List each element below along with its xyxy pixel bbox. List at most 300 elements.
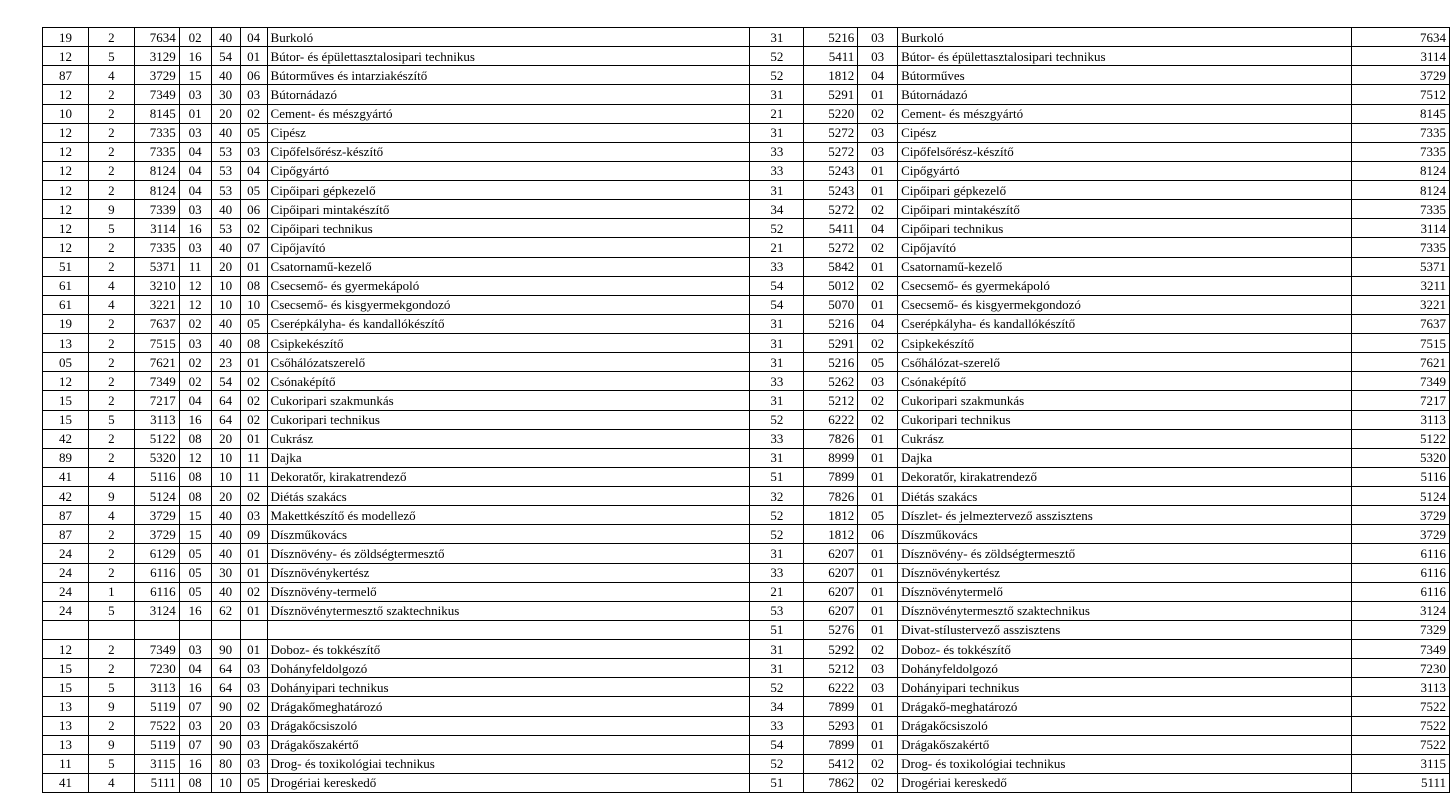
new-occupation-name-cell: Csecsemő- és gyermekápoló [898,276,1352,295]
new-sub-cell: 01 [858,601,898,620]
new-occupation-name-cell: Díszlet- és jelmeztervező asszisztens [898,506,1352,525]
new-occupation-name-cell: Diétás szakács [898,487,1352,506]
old-level-cell: 9 [88,200,134,219]
old-level-cell: 2 [88,314,134,333]
new-feor-code-cell: 3211 [1352,276,1450,295]
old-code-c-cell: 02 [240,410,267,429]
old-occupation-name-cell: Drágakőcsiszoló [267,716,750,735]
new-feor-code-cell: 7634 [1352,28,1450,47]
old-level-cell: 2 [88,640,134,659]
old-code-a-cell: 02 [179,372,211,391]
new-feor-code-cell: 3729 [1352,506,1450,525]
new-sub-cell: 04 [858,314,898,333]
old-group-cell: 12 [43,142,89,161]
table-row [43,582,1450,601]
table-row [43,391,1450,410]
old-code-b-cell: 80 [211,754,240,773]
new-sub-cell: 02 [858,334,898,353]
old-code-c-cell: 04 [240,28,267,47]
new-level-cell: 31 [750,123,804,142]
new-code-cell: 5243 [804,161,858,180]
old-code-c-cell: 11 [240,448,267,467]
new-level-cell: 21 [750,104,804,123]
feor-code-cell: 7515 [134,334,179,353]
old-code-b-cell: 53 [211,161,240,180]
old-code-c-cell: 02 [240,487,267,506]
table-row [43,487,1450,506]
new-feor-code-cell: 7335 [1352,200,1450,219]
new-feor-code-cell: 7515 [1352,334,1450,353]
new-code-cell: 5262 [804,372,858,391]
new-feor-code-cell: 3113 [1352,678,1450,697]
new-level-cell: 31 [750,544,804,563]
table-row [43,525,1450,544]
old-code-b-cell: 64 [211,659,240,678]
old-code-b-cell: 30 [211,85,240,104]
new-feor-code-cell: 7512 [1352,85,1450,104]
old-group-cell: 42 [43,487,89,506]
old-occupation-name-cell: Cipőgyártó [267,161,750,180]
new-occupation-name-cell: Dísznövénytermesztő szaktechnikus [898,601,1352,620]
old-code-b-cell: 23 [211,353,240,372]
feor-code-cell: 3729 [134,506,179,525]
occupation-code-table [42,27,1450,793]
old-code-c-cell: 01 [240,544,267,563]
old-code-c-cell: 03 [240,85,267,104]
new-level-cell: 54 [750,735,804,754]
new-occupation-name-cell: Bútor- és épülettasztalosipari technikus [898,47,1352,66]
old-code-b-cell: 54 [211,47,240,66]
old-occupation-name-cell: Drágakőszakértő [267,735,750,754]
new-occupation-name-cell: Doboz- és tokkészítő [898,640,1352,659]
new-level-cell: 31 [750,353,804,372]
old-code-a-cell: 11 [179,257,211,276]
old-group-cell: 61 [43,276,89,295]
new-sub-cell: 05 [858,506,898,525]
old-code-b-cell: 10 [211,773,240,792]
new-level-cell: 51 [750,773,804,792]
new-feor-code-cell: 8124 [1352,181,1450,200]
new-feor-code-cell: 6116 [1352,563,1450,582]
old-code-c-cell: 03 [240,142,267,161]
old-occupation-name-cell: Dísznövény- és zöldségtermesztő [267,544,750,563]
old-group-cell: 13 [43,334,89,353]
feor-code-cell: 3113 [134,678,179,697]
new-level-cell: 31 [750,28,804,47]
new-feor-code-cell: 7522 [1352,716,1450,735]
feor-code-cell: 7637 [134,314,179,333]
old-code-c-cell: 09 [240,525,267,544]
old-occupation-name-cell: Csőhálózatszerelő [267,353,750,372]
new-occupation-name-cell: Drog- és toxikológiai technikus [898,754,1352,773]
new-occupation-name-cell: Cipész [898,123,1352,142]
old-code-c-cell: 01 [240,640,267,659]
new-level-cell: 32 [750,487,804,506]
old-group-cell: 05 [43,353,89,372]
old-code-c-cell: 05 [240,314,267,333]
new-level-cell: 31 [750,85,804,104]
new-code-cell: 5293 [804,716,858,735]
old-level-cell: 2 [88,659,134,678]
new-sub-cell: 01 [858,448,898,467]
old-group-cell: 12 [43,123,89,142]
old-code-b-cell [211,620,240,639]
feor-code-cell: 7621 [134,353,179,372]
feor-code-cell: 7335 [134,142,179,161]
new-sub-cell: 01 [858,716,898,735]
old-group-cell: 51 [43,257,89,276]
new-feor-code-cell: 7621 [1352,353,1450,372]
old-level-cell: 2 [88,448,134,467]
old-level-cell: 2 [88,123,134,142]
old-occupation-name-cell: Dísznövény-termelő [267,582,750,601]
new-code-cell: 5411 [804,47,858,66]
old-code-a-cell: 16 [179,47,211,66]
new-code-cell: 5272 [804,238,858,257]
old-occupation-name-cell: Csecsemő- és gyermekápoló [267,276,750,295]
new-code-cell: 5272 [804,142,858,161]
old-group-cell: 11 [43,754,89,773]
new-code-cell: 5412 [804,754,858,773]
new-occupation-name-cell: Cipőipari gépkezelő [898,181,1352,200]
old-level-cell: 2 [88,142,134,161]
old-group-cell: 24 [43,563,89,582]
old-code-c-cell: 08 [240,276,267,295]
table-row [43,640,1450,659]
old-code-b-cell: 40 [211,66,240,85]
old-code-c-cell: 01 [240,429,267,448]
old-code-a-cell: 05 [179,544,211,563]
old-code-c-cell: 02 [240,391,267,410]
old-code-a-cell: 02 [179,314,211,333]
table-row [43,28,1450,47]
old-code-b-cell: 20 [211,429,240,448]
old-code-a-cell: 04 [179,181,211,200]
new-level-cell: 33 [750,161,804,180]
old-code-a-cell: 05 [179,582,211,601]
new-feor-code-cell: 5111 [1352,773,1450,792]
new-sub-cell: 01 [858,257,898,276]
new-level-cell: 54 [750,295,804,314]
new-code-cell: 5212 [804,659,858,678]
old-occupation-name-cell: Csatornamű-kezelő [267,257,750,276]
old-level-cell: 2 [88,525,134,544]
new-feor-code-cell: 5320 [1352,448,1450,467]
new-feor-code-cell: 8145 [1352,104,1450,123]
new-level-cell: 52 [750,66,804,85]
old-code-c-cell: 03 [240,506,267,525]
new-level-cell: 54 [750,276,804,295]
new-occupation-name-cell: Cipőfelsőrész-készítő [898,142,1352,161]
new-occupation-name-cell: Díszműkovács [898,525,1352,544]
new-feor-code-cell: 5122 [1352,429,1450,448]
new-code-cell: 5070 [804,295,858,314]
old-code-b-cell: 40 [211,544,240,563]
old-code-b-cell: 64 [211,410,240,429]
new-code-cell: 6207 [804,582,858,601]
new-level-cell: 31 [750,448,804,467]
new-level-cell: 34 [750,697,804,716]
new-feor-code-cell: 6116 [1352,582,1450,601]
old-code-c-cell: 02 [240,582,267,601]
table-row [43,448,1450,467]
new-code-cell: 5216 [804,28,858,47]
new-occupation-name-cell: Divat-stílustervező asszisztens [898,620,1352,639]
table-row [43,429,1450,448]
table-row [43,506,1450,525]
new-level-cell: 33 [750,142,804,161]
old-group-cell: 12 [43,161,89,180]
old-level-cell: 1 [88,582,134,601]
new-sub-cell: 02 [858,410,898,429]
old-code-a-cell: 07 [179,697,211,716]
feor-code-cell: 3729 [134,66,179,85]
old-code-b-cell: 40 [211,28,240,47]
old-group-cell: 12 [43,85,89,104]
new-level-cell: 53 [750,601,804,620]
old-occupation-name-cell: Csónaképítő [267,372,750,391]
old-occupation-name-cell: Cement- és mészgyártó [267,104,750,123]
old-group-cell: 15 [43,659,89,678]
new-occupation-name-cell: Dajka [898,448,1352,467]
old-level-cell: 9 [88,697,134,716]
feor-code-cell: 7522 [134,716,179,735]
old-code-a-cell: 03 [179,85,211,104]
table-row [43,47,1450,66]
table-row [43,410,1450,429]
old-code-b-cell: 64 [211,678,240,697]
old-code-c-cell: 01 [240,601,267,620]
old-level-cell: 2 [88,716,134,735]
old-group-cell: 10 [43,104,89,123]
old-code-a-cell: 02 [179,353,211,372]
new-level-cell: 31 [750,334,804,353]
feor-code-cell: 7217 [134,391,179,410]
old-code-a-cell: 05 [179,563,211,582]
old-code-b-cell: 40 [211,200,240,219]
new-sub-cell: 01 [858,563,898,582]
old-code-c-cell: 03 [240,659,267,678]
new-sub-cell: 04 [858,66,898,85]
old-code-a-cell: 12 [179,276,211,295]
old-level-cell: 5 [88,410,134,429]
new-occupation-name-cell: Csecsemő- és kisgyermekgondozó [898,295,1352,314]
new-feor-code-cell: 5371 [1352,257,1450,276]
new-occupation-name-cell: Bútornádazó [898,85,1352,104]
new-code-cell: 5291 [804,334,858,353]
old-occupation-name-cell: Dajka [267,448,750,467]
new-level-cell: 31 [750,391,804,410]
old-code-c-cell: 01 [240,257,267,276]
table-row [43,219,1450,238]
new-feor-code-cell: 7637 [1352,314,1450,333]
new-level-cell: 34 [750,200,804,219]
old-group-cell: 42 [43,429,89,448]
old-code-b-cell: 53 [211,181,240,200]
feor-code-cell: 6129 [134,544,179,563]
new-occupation-name-cell: Dísznövénytermelő [898,582,1352,601]
old-code-c-cell: 02 [240,697,267,716]
new-feor-code-cell: 3729 [1352,66,1450,85]
new-occupation-name-cell: Csatornamű-kezelő [898,257,1352,276]
new-feor-code-cell: 7349 [1352,372,1450,391]
old-occupation-name-cell: Makettkészítő és modellező [267,506,750,525]
old-occupation-name-cell: Bútorműves és intarziakészítő [267,66,750,85]
old-code-a-cell: 08 [179,429,211,448]
new-occupation-name-cell: Drágakőszakértő [898,735,1352,754]
new-level-cell: 52 [750,410,804,429]
new-code-cell: 1812 [804,525,858,544]
new-sub-cell: 04 [858,219,898,238]
new-level-cell: 21 [750,238,804,257]
old-group-cell: 15 [43,678,89,697]
old-occupation-name-cell: Diétás szakács [267,487,750,506]
new-sub-cell: 01 [858,181,898,200]
new-occupation-name-cell: Cipőgyártó [898,161,1352,180]
new-code-cell: 7826 [804,429,858,448]
new-occupation-name-cell: Cserépkályha- és kandallókészítő [898,314,1352,333]
new-feor-code-cell: 7349 [1352,640,1450,659]
old-group-cell: 12 [43,200,89,219]
old-group-cell: 15 [43,391,89,410]
old-code-a-cell: 16 [179,678,211,697]
old-code-b-cell: 64 [211,391,240,410]
old-level-cell: 9 [88,735,134,754]
new-occupation-name-cell: Dohányfeldolgozó [898,659,1352,678]
old-level-cell: 2 [88,257,134,276]
old-level-cell: 2 [88,161,134,180]
old-code-a-cell: 04 [179,391,211,410]
old-code-c-cell: 03 [240,735,267,754]
new-occupation-name-cell: Cement- és mészgyártó [898,104,1352,123]
old-code-c-cell: 11 [240,467,267,486]
new-code-cell: 5411 [804,219,858,238]
new-sub-cell: 01 [858,735,898,754]
old-code-a-cell: 12 [179,295,211,314]
table-row [43,754,1450,773]
feor-code-cell: 7349 [134,85,179,104]
new-code-cell: 1812 [804,506,858,525]
new-code-cell: 8999 [804,448,858,467]
old-code-b-cell: 40 [211,238,240,257]
old-code-c-cell: 02 [240,104,267,123]
old-group-cell: 41 [43,467,89,486]
old-group-cell: 61 [43,295,89,314]
new-occupation-name-cell: Cipőipari technikus [898,219,1352,238]
table-row [43,697,1450,716]
old-level-cell: 2 [88,104,134,123]
new-sub-cell: 01 [858,487,898,506]
old-group-cell: 12 [43,238,89,257]
new-feor-code-cell: 5124 [1352,487,1450,506]
old-code-c-cell: 08 [240,334,267,353]
old-level-cell: 5 [88,678,134,697]
old-code-b-cell: 10 [211,448,240,467]
table-row [43,123,1450,142]
new-code-cell: 7899 [804,697,858,716]
old-level-cell: 2 [88,391,134,410]
old-code-a-cell: 04 [179,142,211,161]
feor-code-cell: 3124 [134,601,179,620]
old-group-cell: 12 [43,219,89,238]
new-feor-code-cell: 7329 [1352,620,1450,639]
new-sub-cell: 05 [858,353,898,372]
new-code-cell: 5272 [804,123,858,142]
new-level-cell: 31 [750,314,804,333]
old-group-cell: 19 [43,314,89,333]
new-occupation-name-cell: Dísznövénykertész [898,563,1352,582]
old-level-cell: 5 [88,219,134,238]
feor-code-cell: 7349 [134,640,179,659]
new-feor-code-cell: 3114 [1352,47,1450,66]
old-group-cell: 15 [43,410,89,429]
old-occupation-name-cell: Cukrász [267,429,750,448]
new-occupation-name-cell: Bútorműves [898,66,1352,85]
old-level-cell: 2 [88,429,134,448]
old-occupation-name-cell [267,620,750,639]
new-code-cell: 5220 [804,104,858,123]
old-code-c-cell: 03 [240,716,267,735]
old-occupation-name-cell: Dohányfeldolgozó [267,659,750,678]
new-level-cell: 33 [750,372,804,391]
old-code-c-cell: 06 [240,200,267,219]
old-code-b-cell: 90 [211,735,240,754]
new-sub-cell: 02 [858,104,898,123]
new-code-cell: 5276 [804,620,858,639]
old-group-cell: 41 [43,773,89,792]
new-level-cell: 21 [750,582,804,601]
old-group-cell: 87 [43,506,89,525]
new-sub-cell: 03 [858,47,898,66]
table-row [43,601,1450,620]
old-level-cell: 2 [88,353,134,372]
old-code-b-cell: 20 [211,257,240,276]
old-code-c-cell [240,620,267,639]
old-level-cell: 4 [88,467,134,486]
old-occupation-name-cell: Cserépkályha- és kandallókészítő [267,314,750,333]
new-code-cell: 5216 [804,353,858,372]
new-occupation-name-cell: Csipkekészítő [898,334,1352,353]
feor-code-cell: 3115 [134,754,179,773]
new-code-cell: 5243 [804,181,858,200]
new-occupation-name-cell: Cukoripari szakmunkás [898,391,1352,410]
old-occupation-name-cell: Cipőipari technikus [267,219,750,238]
old-level-cell: 4 [88,506,134,525]
old-occupation-name-cell: Drágakőmeghatározó [267,697,750,716]
table-row [43,66,1450,85]
table-row [43,544,1450,563]
new-code-cell: 6222 [804,410,858,429]
new-level-cell: 52 [750,678,804,697]
new-code-cell: 5216 [804,314,858,333]
new-occupation-name-cell: Dekoratőr, kirakatrendező [898,467,1352,486]
new-occupation-name-cell: Cipőjavító [898,238,1352,257]
new-feor-code-cell: 8124 [1352,161,1450,180]
old-group-cell: 24 [43,582,89,601]
old-occupation-name-cell: Bútor- és épülettasztalosipari technikus [267,47,750,66]
new-feor-code-cell: 7217 [1352,391,1450,410]
old-level-cell: 2 [88,28,134,47]
table-row [43,716,1450,735]
old-group-cell: 13 [43,735,89,754]
feor-code-cell: 7349 [134,372,179,391]
old-code-a-cell: 15 [179,506,211,525]
new-feor-code-cell: 7335 [1352,142,1450,161]
old-occupation-name-cell: Cipész [267,123,750,142]
old-code-b-cell: 40 [211,314,240,333]
old-code-b-cell: 20 [211,716,240,735]
table-row [43,620,1450,639]
